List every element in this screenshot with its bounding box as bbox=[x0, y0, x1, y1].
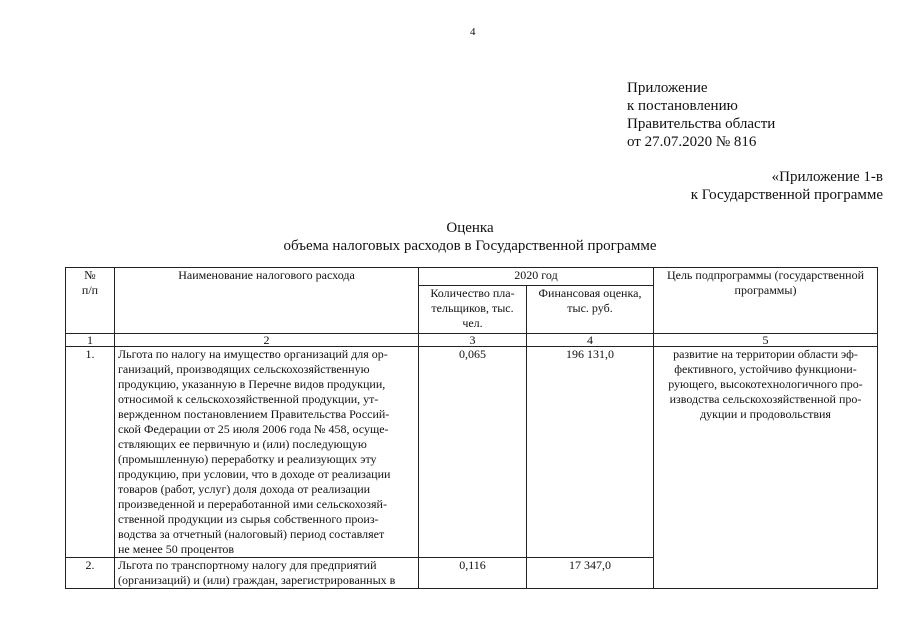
appendix-block bbox=[627, 79, 775, 151]
tax-expenditure-table bbox=[65, 267, 878, 589]
row-name-line: (организаций) и (или) граждан, зарегистрированных в bbox=[118, 573, 396, 587]
row-goal-line: развитие на территории области эф- bbox=[673, 347, 858, 361]
row-goal-line: дукции и продовольствия bbox=[700, 407, 831, 421]
header-goal-line: программы) bbox=[734, 283, 797, 297]
header-year: 2020 год bbox=[419, 268, 654, 286]
header-name: Наименование налогового расхода bbox=[115, 268, 419, 334]
row-finance: 17 347,0 bbox=[527, 558, 654, 589]
row-name-line: (промышленную) переработку и реализующих эту bbox=[118, 452, 377, 466]
header-payers bbox=[419, 286, 527, 334]
row-name bbox=[115, 558, 419, 589]
title-line-1: Оценка bbox=[446, 220, 494, 236]
row-name-line: продукцию, указанную в Перечне видов продукции, bbox=[118, 377, 386, 391]
appendix-line: к постановлению bbox=[627, 98, 738, 114]
row-name-line: товаров (работ, услуг) доля дохода от реализации bbox=[118, 482, 371, 496]
header-payers-line: Количество пла- bbox=[430, 286, 515, 300]
table-row bbox=[66, 347, 878, 558]
row-goal bbox=[654, 347, 878, 589]
header-num-line: п/п bbox=[81, 283, 99, 297]
document-title bbox=[0, 219, 905, 255]
column-number: 2 bbox=[115, 334, 419, 347]
row-name-line: Льгота по налогу на имущество организаций для ор- bbox=[118, 347, 388, 361]
row-name-line: продукцию, при условии, что в доходе от реализации bbox=[118, 467, 391, 481]
header-finance-line: Финансовая оценка, bbox=[538, 286, 642, 300]
row-goal-line: изводства сельскохозяйственной про- bbox=[669, 392, 862, 406]
column-number: 4 bbox=[527, 334, 654, 347]
column-number: 1 bbox=[66, 334, 115, 347]
column-number: 3 bbox=[419, 334, 527, 347]
row-name-line: ственной продукции из сырья собственного произ- bbox=[118, 512, 379, 526]
row-payers: 0,065 bbox=[419, 347, 527, 558]
header-finance-line: тыс. руб. bbox=[567, 301, 613, 315]
program-reference bbox=[691, 168, 883, 204]
row-name-line: ствляющих ее первичную и (или) последующую bbox=[118, 437, 367, 451]
row-name-line: произведенной и переработанной ими сельскохозяй- bbox=[118, 497, 387, 511]
row-name-line: водства за отчетный (налоговый) период составляет bbox=[118, 527, 385, 541]
column-number: 5 bbox=[654, 334, 878, 347]
row-payers: 0,116 bbox=[419, 558, 527, 589]
row-name-line: Льгота по транспортному налогу для предприятий bbox=[118, 558, 377, 572]
page-number: 4 bbox=[470, 26, 476, 38]
program-ref-line: «Приложение 1-в bbox=[771, 169, 883, 185]
header-num-line: № bbox=[84, 268, 96, 282]
title-line-2: объема налоговых расходов в Государственной программе bbox=[283, 238, 657, 254]
row-name bbox=[115, 347, 419, 558]
header-goal bbox=[654, 268, 878, 334]
header-row bbox=[66, 268, 878, 286]
column-number-row bbox=[66, 334, 878, 347]
row-name-line: относимой к сельскохозяйственной продукции, ут- bbox=[118, 392, 379, 406]
row-goal-line: фективного, устойчиво функциони- bbox=[674, 362, 857, 376]
row-num: 2. bbox=[66, 558, 115, 589]
program-ref-line: к Государственной программе bbox=[690, 187, 883, 203]
header-goal-line: Цель подпрограммы (государственной bbox=[666, 268, 865, 282]
header-finance bbox=[527, 286, 654, 334]
row-name-line: вержденном постановлением Правительства Россий- bbox=[118, 407, 390, 421]
row-finance: 196 131,0 bbox=[527, 347, 654, 558]
header-num bbox=[66, 268, 115, 334]
row-goal-line: рующего, высокотехнологичного про- bbox=[668, 377, 863, 391]
row-name-line: не менее 50 процентов bbox=[118, 542, 235, 556]
row-name-line: ганизаций, производящих сельскохозяйственную bbox=[118, 362, 370, 376]
appendix-line: от 27.07.2020 № 816 bbox=[627, 134, 757, 150]
row-num: 1. bbox=[66, 347, 115, 558]
appendix-line: Правительства области bbox=[627, 116, 776, 132]
header-payers-line: чел. bbox=[462, 316, 483, 330]
header-payers-line: тельщиков, тыс. bbox=[431, 301, 514, 315]
row-name-line: ской Федерации от 25 июля 2006 года № 458, осуще- bbox=[118, 422, 389, 436]
appendix-line: Приложение bbox=[627, 80, 708, 96]
